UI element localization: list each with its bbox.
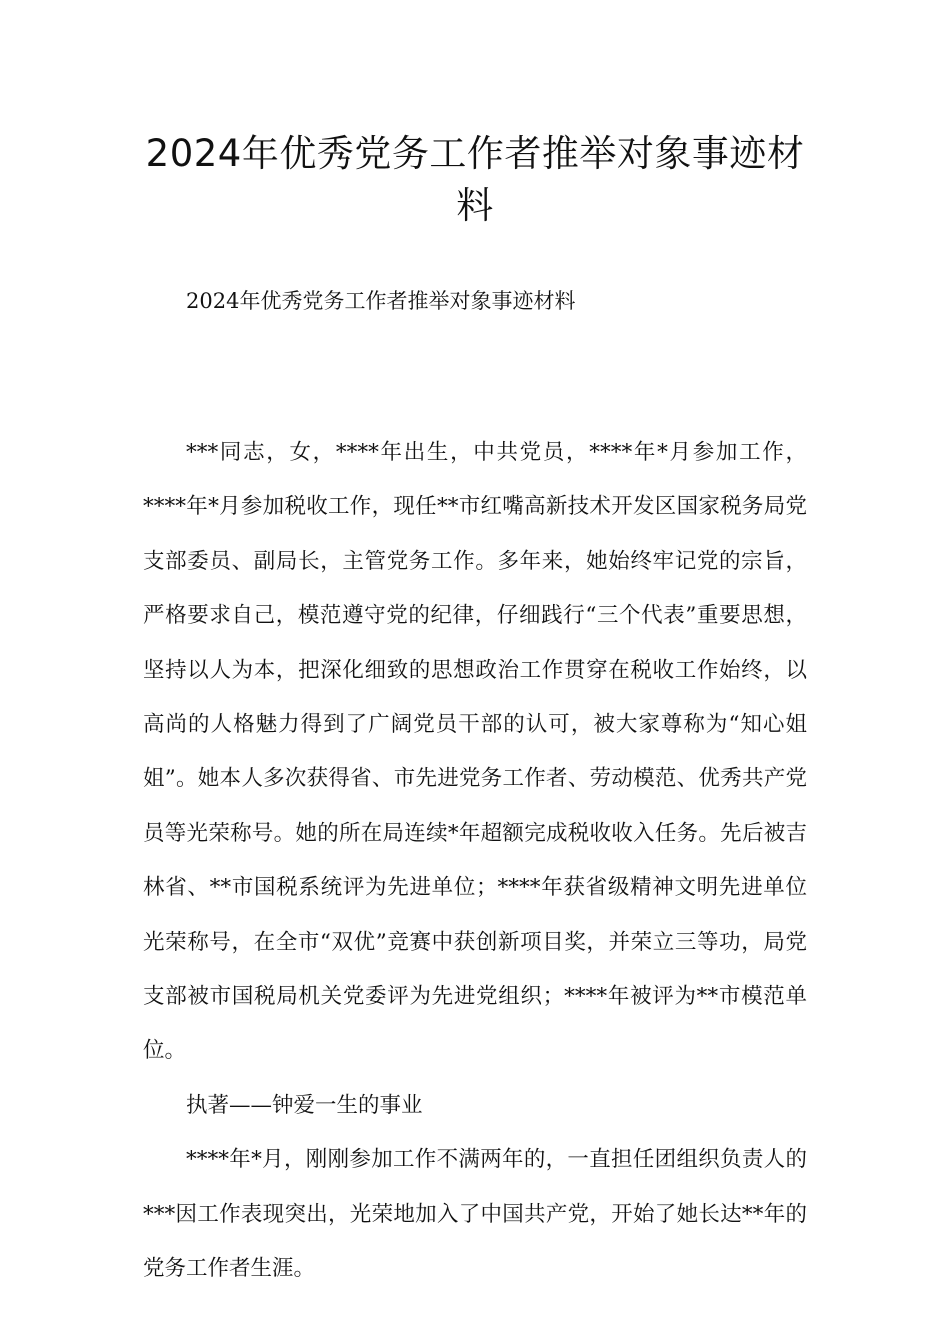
paragraph-intro: ***同志，女，****年出生，中共党员，****年*月参加工作，****年*月参加税收工作，现任**市红嘴高新技术开发区国家税务局党支部委员、副局长，主管党务工作。多年来，她始终牢记党的宗旨，严格要求自己，模范遵守党的纪律，仔细践行“三个代表”重要思想，坚持以人为本，把深化细致的思想政治工作贯穿在税收工作始终，以高尚的人格魅力得到了广阔党员干部的认可，被大家尊称为“知心姐姐”。她本人多次获得省、市先进党务工作者、劳动模范、优秀共产党员等光荣称号。她的所在局连续*年超额完成税收收入任务。先后被吉林省、**市国税系统评为先进单位；****年获省级精神文明先进单位光荣称号，在全市“双优”竞赛中获创新项目奖，并荣立三等功，局党支部被市国税局机关党委评为先进党组织；****年被评为**市模范单位。 [143, 440, 807, 1064]
document-subtitle: 2024年优秀党务工作者推举对象事迹材料 [186, 289, 576, 313]
paragraph-history: ****年*月，刚刚参加工作不满两年的，一直担任团组织负责人的***因工作表现突出，光荣地加入了中国共产党，开始了她长达**年的党务工作者生涯。 [143, 1147, 807, 1282]
document-title: 2024年优秀党务工作者推举对象事迹材料 [145, 132, 805, 227]
section-heading: 执著——钟爱一生的事业 [186, 1092, 423, 1118]
document-body [143, 426, 807, 1297]
